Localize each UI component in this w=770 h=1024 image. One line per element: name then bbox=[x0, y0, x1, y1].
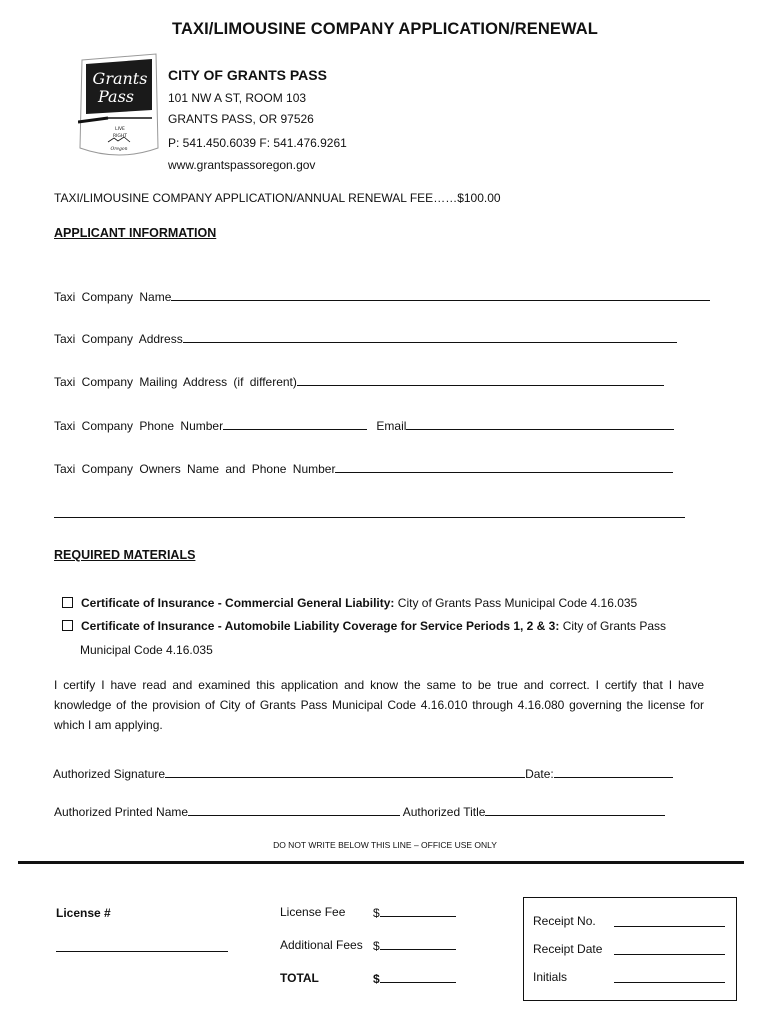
printed-name-row bbox=[54, 804, 665, 819]
license-fee-input[interactable] bbox=[380, 905, 456, 917]
logo-text-pass: Pass bbox=[97, 87, 135, 106]
initials-input[interactable] bbox=[614, 971, 725, 983]
total-label: TOTAL bbox=[280, 971, 319, 985]
applicant-heading: APPLICANT INFORMATION bbox=[54, 226, 217, 240]
title-label: Authorized Title bbox=[402, 805, 486, 819]
page-title: TAXI/LIMOUSINE COMPANY APPLICATION/RENEWAL bbox=[172, 20, 598, 38]
date-label: Date: bbox=[525, 767, 554, 781]
material-1-title: Certificate of Insurance - Commercial General Liability: bbox=[81, 596, 395, 610]
date-input[interactable] bbox=[554, 766, 673, 778]
receipt-date-input[interactable] bbox=[614, 943, 725, 955]
receipt-no-input[interactable] bbox=[614, 915, 725, 927]
printed-name-label: Authorized Printed Name bbox=[54, 805, 189, 819]
initials-label: Initials bbox=[533, 970, 568, 984]
materials-heading: REQUIRED MATERIALS bbox=[54, 548, 196, 562]
phone-number-input[interactable] bbox=[223, 418, 367, 430]
logo-state: Oregon bbox=[110, 147, 128, 152]
license-input[interactable] bbox=[56, 940, 228, 952]
address-line-2: GRANTS PASS, OR 97526 bbox=[168, 112, 314, 126]
fee-line: TAXI/LIMOUSINE COMPANY APPLICATION/ANNUAL RENEWAL FEE……$100.00 bbox=[54, 191, 501, 205]
signature-label: Authorized Signature bbox=[53, 767, 166, 781]
license-label: License # bbox=[56, 906, 111, 920]
logo-text-grants: Grants bbox=[92, 69, 148, 88]
website: www.grantspassoregon.gov bbox=[168, 158, 316, 172]
additional-fees-dollar: $ bbox=[373, 939, 380, 953]
mailing-address-input[interactable] bbox=[297, 374, 664, 386]
material-1-checkbox[interactable] bbox=[62, 597, 73, 608]
total-dollar: $ bbox=[373, 972, 380, 986]
company-name-input[interactable] bbox=[171, 289, 710, 301]
signature-input[interactable] bbox=[165, 766, 525, 778]
owners-input[interactable] bbox=[335, 461, 673, 473]
mailing-address-field bbox=[54, 374, 664, 389]
mailing-address-label: Taxi Company Mailing Address (if different) bbox=[54, 375, 297, 389]
company-address-input[interactable] bbox=[183, 331, 677, 343]
address-line-1: 101 NW A ST, ROOM 103 bbox=[168, 91, 307, 105]
phone-email-field bbox=[54, 418, 674, 433]
company-name-field bbox=[54, 289, 710, 304]
receipt-no-label: Receipt No. bbox=[533, 914, 596, 928]
office-use-notice: DO NOT WRITE BELOW THIS LINE – OFFICE USE ONLY bbox=[273, 840, 497, 850]
total-field bbox=[373, 971, 456, 986]
additional-fees-label: Additional Fees bbox=[280, 938, 363, 952]
company-address-label: Taxi Company Address bbox=[54, 332, 183, 346]
receipt-date-label: Receipt Date bbox=[533, 942, 603, 956]
company-name-label: Taxi Company Name bbox=[54, 290, 172, 304]
license-fee-dollar: $ bbox=[373, 906, 380, 920]
total-input[interactable] bbox=[380, 971, 456, 983]
grants-pass-logo bbox=[78, 52, 160, 158]
additional-fees-input[interactable] bbox=[380, 938, 456, 950]
owners-input-line-2[interactable] bbox=[54, 506, 685, 518]
logo-tag-live: LIVE bbox=[115, 127, 125, 132]
office-use-divider bbox=[18, 861, 744, 864]
material-1-text: City of Grants Pass Municipal Code 4.16.035 bbox=[394, 596, 638, 610]
material-2-checkbox[interactable] bbox=[62, 620, 73, 631]
material-2-title: Certificate of Insurance - Automobile Liability Coverage for Service Periods 1, 2 & 3: bbox=[81, 619, 560, 633]
printed-name-input[interactable] bbox=[188, 804, 400, 816]
certification-text: I certify I have read and examined this application and know the same to be true and correct. I certify that I have knowledge of the provision of City of Grants Pass Municipal Code 4.16.010 through 4.16.080 governing the license for which I am applying. bbox=[54, 678, 704, 732]
material-2-text: City of Grants Pass bbox=[559, 619, 667, 633]
license-fee-field bbox=[373, 905, 456, 920]
phone-fax: P: 541.450.6039 F: 541.476.9261 bbox=[168, 136, 347, 150]
city-name: CITY OF GRANTS PASS bbox=[168, 67, 327, 83]
logo-tag-right: RIGHT bbox=[112, 134, 128, 139]
material-2-continuation: Municipal Code 4.16.035 bbox=[80, 643, 213, 657]
owners-field bbox=[54, 461, 673, 476]
license-fee-label: License Fee bbox=[280, 905, 346, 919]
owners-label: Taxi Company Owners Name and Phone Number bbox=[54, 462, 336, 476]
material-item-1 bbox=[62, 596, 637, 610]
email-label: Email bbox=[376, 419, 407, 433]
signature-row bbox=[53, 766, 673, 781]
company-address-field bbox=[54, 331, 677, 346]
additional-fees-field bbox=[373, 938, 456, 953]
title-input[interactable] bbox=[485, 804, 665, 816]
phone-number-label: Taxi Company Phone Number bbox=[54, 419, 224, 433]
email-input[interactable] bbox=[406, 418, 674, 430]
material-item-2 bbox=[62, 619, 666, 633]
